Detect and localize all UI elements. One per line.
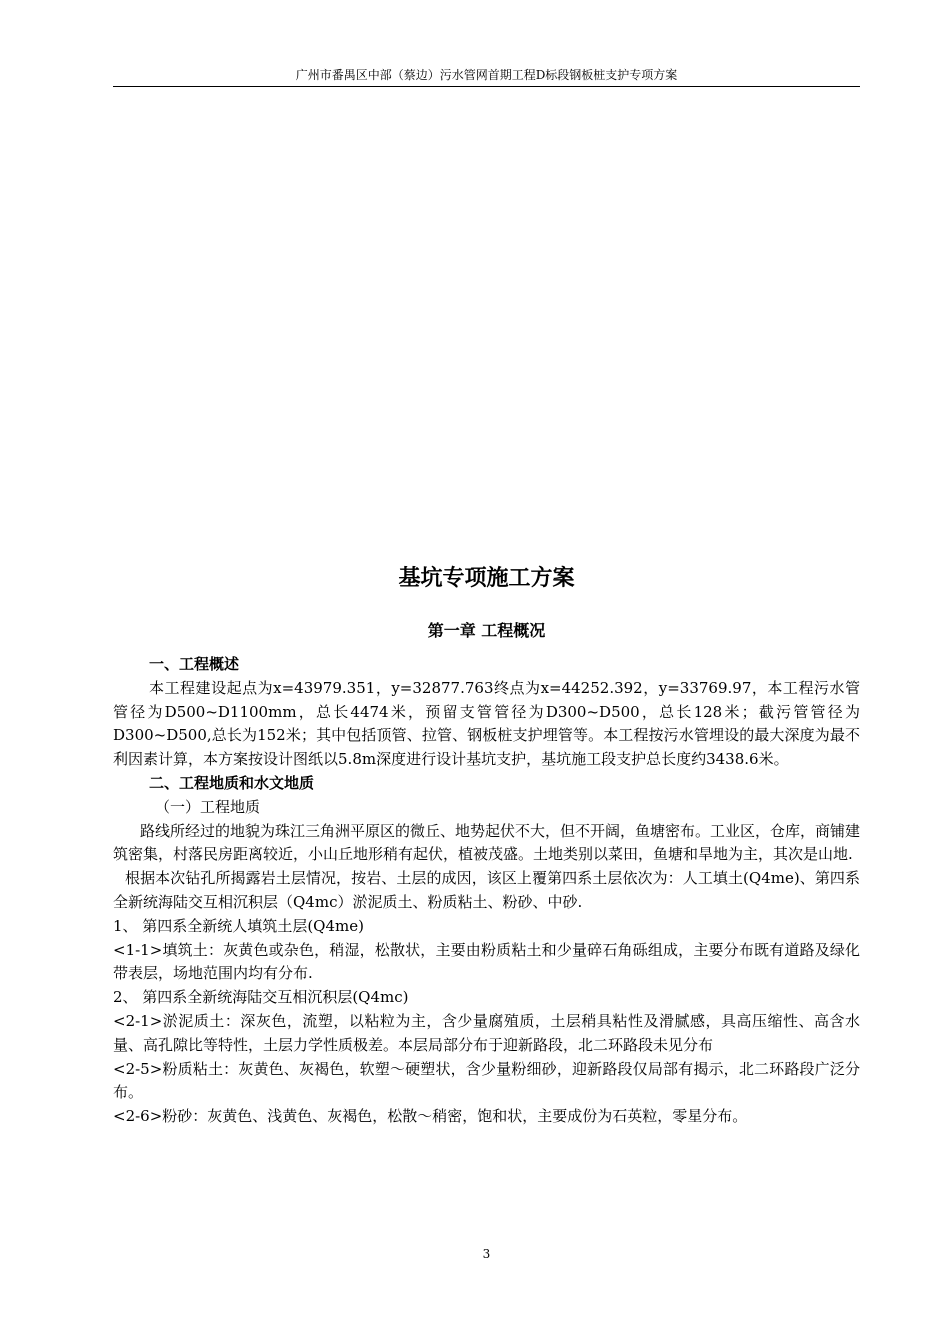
list-item-layer-1: 1、 第四系全新统人填筑土层(Q4me) (113, 916, 364, 935)
list-item-layer-2: 2、 第四系全新统海陆交互相沉积层(Q4mc) (113, 988, 409, 1007)
list-item-layer-2-1: <2-1>淤泥质土：深灰色，流塑，以粘粒为主，含少量腐殖质，土层稍具粘性及滑腻感，具高压缩性、高含水量、高孔隙比等特性，土层力学性质极差。本层局部分布于迎新路段，北二环路段未见分布 (113, 1011, 860, 1054)
chapter-title: 第一章 工程概况 (427, 621, 546, 640)
paragraph-overview: 本工程建设起点为x=43979.351，y=32877.763终点为x=44252.392，y=33769.97，本工程污水管管径为D500~D1100mm，总长4474米，预留支管管径为D300~D500，总长128米；截污管管径为D300~D500,总长为152米；其中包括顶管、拉管、钢板桩支护埋管等。本工程按污水管埋设的最大深度为最不利因素计算，本方案按设计图纸以5.8m深度进行设计基坑支护，基坑施工段支护总长度约3438.6米。 (113, 678, 860, 769)
paragraph-terrain: 路线所经过的地貌为珠江三角洲平原区的微丘、地势起伏不大，但不开阔，鱼塘密布。工业区，仓库，商铺建筑密集，村落民房距离较近，小山丘地形稍有起伏，植被茂盛。土地类别以菜田，鱼塘和旱地为主，其次是山地. (113, 821, 861, 864)
page-number: 3 (482, 1247, 491, 1261)
section-heading-geology: 二、工程地质和水文地质 (149, 773, 315, 792)
section-heading-overview: 一、工程概述 (149, 655, 240, 673)
subsection-heading-engineering-geology: （一）工程地质 (155, 797, 261, 816)
document-title: 基坑专项施工方案 (398, 566, 575, 591)
list-item-layer-1-1: <1-1>填筑土：灰黄色或杂色，稍湿，松散状，主要由粉质粘土和少量碎石角砾组成，主要分布既有道路及绿化带表层，场地范围内均有分布. (113, 940, 860, 983)
list-item-layer-2-6: <2-6>粉砂：灰黄色、浅黄色、灰褐色，松散～稍密，饱和状，主要成份为石英粒，零星分布。 (113, 1107, 748, 1126)
list-item-layer-2-5: <2-5>粉质粘土：灰黄色、灰褐色，软塑～硬塑状，含少量粉细砂，迎新路段仅局部有揭示，北二环路段广泛分布。 (113, 1059, 860, 1102)
document-body (113, 653, 860, 1129)
paragraph-strata: 根据本次钻孔所揭露岩土层情况，按岩、土层的成因，该区上覆第四系土层依次为：人工填土(Q4me)、第四系全新统海陆交互相沉积层（Q4mc）淤泥质土、粉质粘土、粉砂、中砂. (113, 869, 860, 911)
page-header: 广州市番禺区中部（蔡边）污水管网首期工程D标段钢板桩支护专项方案 (113, 66, 860, 87)
